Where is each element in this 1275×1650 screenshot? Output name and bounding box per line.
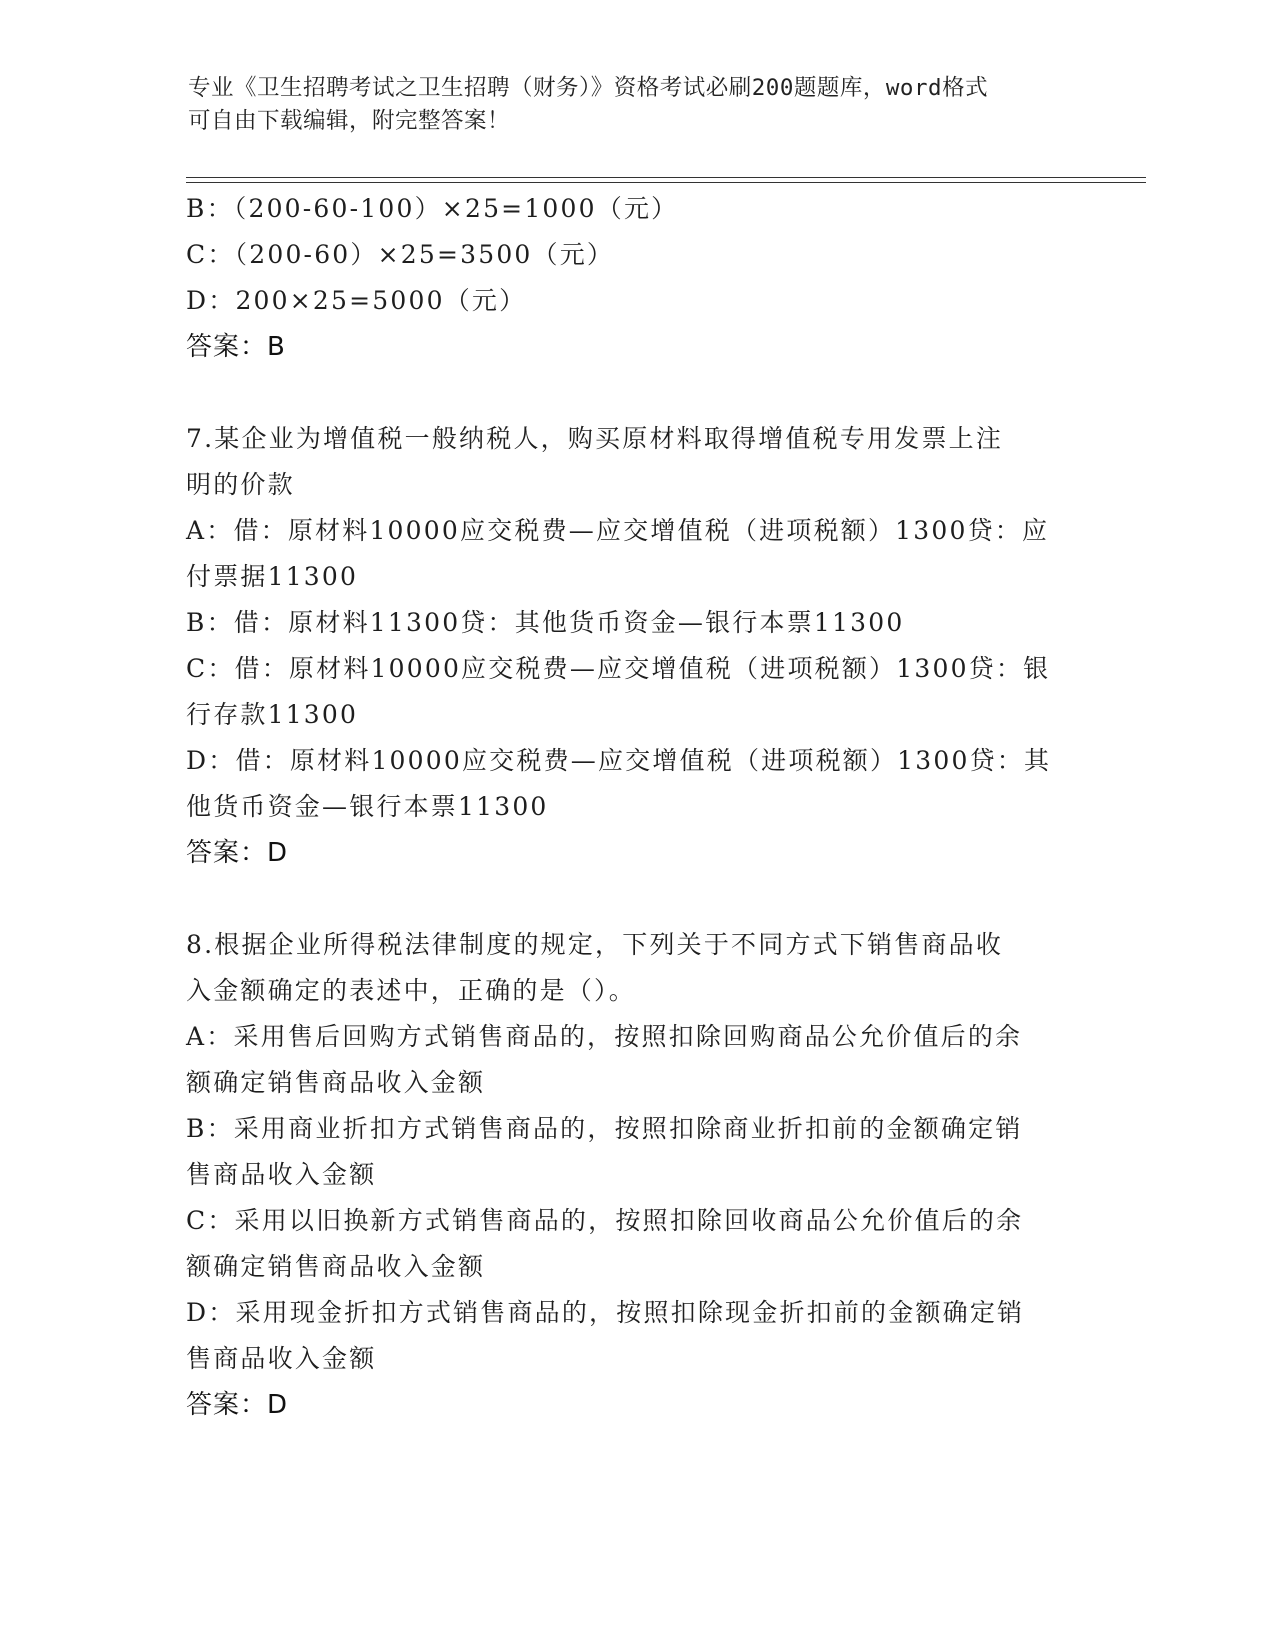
option-c: C：借：原材料10000应交税费—应交增值税（进项税额）1300贷：银	[186, 654, 1051, 683]
question-stem-line: 明的价款	[186, 470, 295, 499]
question-8	[186, 922, 1086, 1428]
option-b: B：借：原材料11300贷：其他货币资金—银行本票11300	[186, 608, 905, 637]
question-stem-line: 7.某企业为增值税一般纳税人，购买原材料取得增值税专用发票上注	[186, 424, 1004, 453]
header-divider-bottom	[186, 182, 1146, 183]
spacer	[186, 370, 1086, 416]
option-d: D：借：原材料10000应交税费—应交增值税（进项税额）1300贷：其	[186, 746, 1052, 775]
option-a-continued: 额确定销售商品收入金额	[186, 1068, 486, 1097]
spacer	[186, 876, 1086, 922]
option-d: D：200×25=5000（元）	[186, 286, 527, 315]
question-stem-line: 入金额确定的表述中，正确的是（）。	[186, 976, 636, 1005]
option-b: B：采用商业折扣方式销售商品的，按照扣除商业折扣前的金额确定销	[186, 1114, 1023, 1143]
document-body	[186, 186, 1086, 1428]
option-d-continued: 售商品收入金额	[186, 1344, 377, 1373]
option-a: A：借：原材料10000应交税费—应交增值税（进项税额）1300贷：应	[186, 516, 1050, 545]
header-title-line-1: 专业《卫生招聘考试之卫生招聘（财务）》资格考试必刷200题题库，word格式	[188, 75, 989, 101]
option-b-continued: 售商品收入金额	[186, 1160, 377, 1189]
option-c: C：采用以旧换新方式销售商品的，按照扣除回收商品公允价值后的余	[186, 1206, 1024, 1235]
option-d-continued: 他货币资金—银行本票11300	[186, 792, 549, 821]
option-c: C：（200-60）×25=3500（元）	[186, 240, 615, 269]
answer-label: 答案：B	[186, 332, 286, 362]
question-7	[186, 416, 1086, 876]
header-title-line-2: 可自由下载编辑，附完整答案！	[188, 108, 511, 134]
option-d: D：采用现金折扣方式销售商品的，按照扣除现金折扣前的金额确定销	[186, 1298, 1025, 1327]
question-6-continued	[186, 186, 1086, 370]
question-stem-line: 8.根据企业所得税法律制度的规定，下列关于不同方式下销售商品收	[186, 930, 1004, 959]
header-divider-top	[186, 177, 1146, 178]
option-a: A：采用售后回购方式销售商品的，按照扣除回购商品公允价值后的余	[186, 1022, 1023, 1051]
option-b: B：（200-60-100）×25=1000（元）	[186, 194, 679, 223]
answer-label: 答案：D	[186, 1390, 289, 1420]
page-header	[188, 72, 1068, 138]
option-c-continued: 行存款11300	[186, 700, 359, 729]
option-c-continued: 额确定销售商品收入金额	[186, 1252, 486, 1281]
answer-label: 答案：D	[186, 838, 289, 868]
option-a-continued: 付票据11300	[186, 562, 359, 591]
